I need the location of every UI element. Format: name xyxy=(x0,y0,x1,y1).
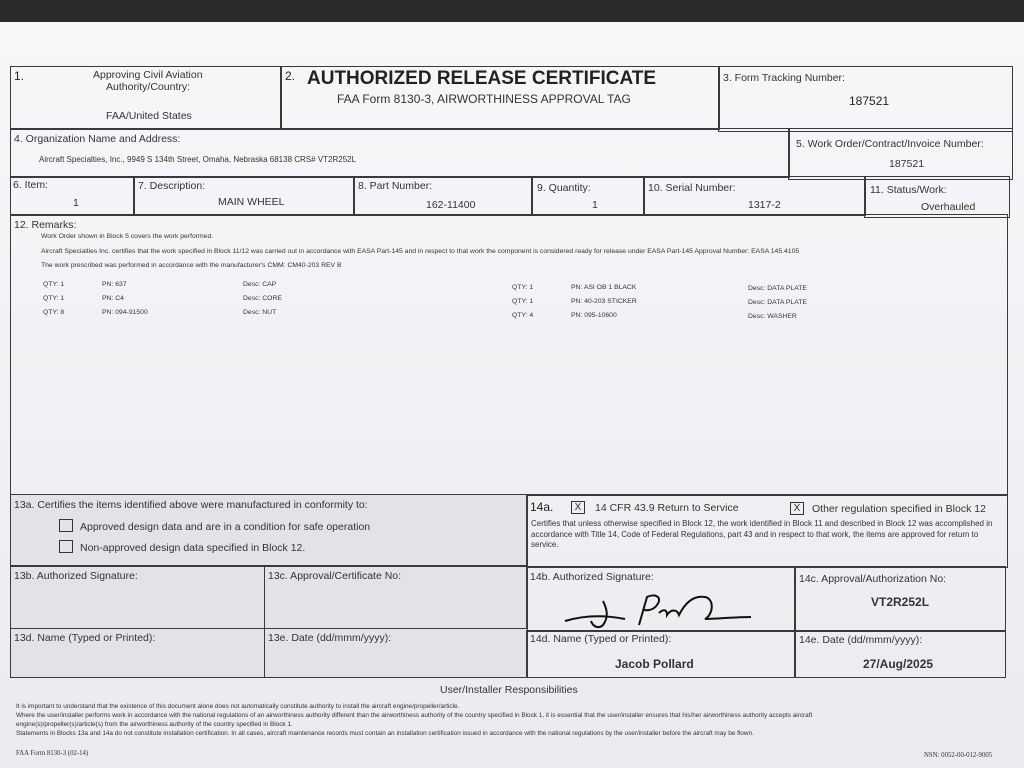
footer-line: It is important to understand that the existence of this document alone does not automatically constitute authority to install the aircraft engine/propeller/article. xyxy=(16,703,460,710)
work-order-number: 187521 xyxy=(889,158,925,170)
block-13a-label: 13a. Certifies the items identified above were manufactured in conformity to: xyxy=(14,499,368,511)
form-tracking-number: 187521 xyxy=(849,94,890,108)
part-pn: PN: 094-91500 xyxy=(102,309,148,316)
block-3-label: 3. Form Tracking Number: xyxy=(723,72,845,84)
block-13a xyxy=(10,494,528,566)
certificate-page xyxy=(0,22,1024,768)
block-10-label: 10. Serial Number: xyxy=(648,182,736,194)
remarks-line: Work Order shown in Block 5 covers the work performed. xyxy=(41,233,214,240)
block-14e-label: 14e. Date (dd/mmm/yyyy): xyxy=(799,634,923,646)
block-11-label: 11. Status/Work: xyxy=(870,184,947,196)
approved-design-label: Approved design data and are in a condition for safe operation xyxy=(80,521,371,533)
serial-number-value: 1317-2 xyxy=(748,199,781,211)
part-desc: Desc: CAP xyxy=(243,281,277,288)
part-pn: PN: 637 xyxy=(102,281,127,288)
block-1-number: 1. xyxy=(14,69,25,83)
block-8 xyxy=(353,176,533,216)
quantity-value: 1 xyxy=(592,199,598,211)
date-value: 27/Aug/2025 xyxy=(863,657,934,671)
approval-number-value: VT2R252L xyxy=(871,595,930,609)
block-14a-number: 14a. xyxy=(530,500,554,514)
non-approved-design-label: Non-approved design data specified in Block 12. xyxy=(80,542,306,554)
block-13b xyxy=(10,566,266,630)
block-13e-label: 13e. Date (dd/mmm/yyyy): xyxy=(268,632,392,644)
block-1-label-line1: Approving Civil Aviation xyxy=(93,69,203,81)
part-qty: QTY: 1 xyxy=(43,295,65,302)
status-work-value: Overhauled xyxy=(921,201,976,213)
block-14c-label: 14c. Approval/Authorization No: xyxy=(799,573,947,585)
block-13d-label: 13d. Name (Typed or Printed): xyxy=(14,632,156,644)
part-desc: Desc: NUT xyxy=(243,309,277,316)
block-2-number: 2. xyxy=(285,69,296,83)
block-5-label: 5. Work Order/Contract/Invoice Number: xyxy=(796,138,984,150)
user-installer-heading: User/Installer Responsibilities xyxy=(440,684,578,696)
approved-design-checkbox[interactable] xyxy=(59,519,73,532)
block-14c xyxy=(794,566,1006,632)
nsn-number: NSN: 0052-00-012-9005 xyxy=(924,752,993,759)
footer-line: Where the user/installer performs work in accordance with the national regulations of an airworthiness authority different than the airworthiness authority of the country specified in Block 1, it is essential that the user/installer ensures that his/her airworthiness authority accepts aircraft xyxy=(16,712,813,719)
block-13d xyxy=(10,628,266,678)
part-qty: QTY: 8 xyxy=(43,309,65,316)
block-12-label: 12. Remarks: xyxy=(14,219,77,231)
item-value: 1 xyxy=(73,197,79,209)
form-title: AUTHORIZED RELEASE CERTIFICATE xyxy=(307,68,657,89)
block-1-label-line2: Authority/Country: xyxy=(106,81,191,93)
block-7-label: 7. Description: xyxy=(138,180,206,192)
part-qty: QTY: 1 xyxy=(512,298,534,305)
block-7 xyxy=(133,176,355,216)
authorized-signature xyxy=(555,585,755,629)
printed-name-value: Jacob Pollard xyxy=(615,657,694,671)
part-qty: QTY: 1 xyxy=(512,284,534,291)
block-10 xyxy=(643,176,866,216)
description-value: MAIN WHEEL xyxy=(218,196,285,208)
block-1 xyxy=(10,66,282,130)
block-14e xyxy=(794,630,1006,678)
part-pn: PN: 095-10600 xyxy=(571,312,617,319)
block-12-remarks xyxy=(10,214,1008,496)
part-desc: Desc: WASHER xyxy=(748,313,797,320)
block-14a xyxy=(526,494,1008,568)
other-regulation-label: Other regulation specified in Block 12 xyxy=(812,503,986,515)
part-qty: QTY: 4 xyxy=(512,312,534,319)
block-6 xyxy=(10,176,135,216)
part-pn: PN: C4 xyxy=(102,295,124,302)
block-14d-label: 14d. Name (Typed or Printed): xyxy=(530,633,672,645)
block-13c xyxy=(264,566,528,630)
block-13b-label: 13b. Authorized Signature: xyxy=(14,570,138,582)
part-pn: PN: ASI OB 1 BLACK xyxy=(571,284,637,291)
remarks-line: The work prescribed was performed in accordance with the manufacturer's CMM: CM40-203 REV B xyxy=(41,262,342,269)
form-subtitle: FAA Form 8130-3, AIRWORTHINESS APPROVAL TAG xyxy=(337,92,631,106)
remarks-line: Aircraft Specialties Inc. certifies that the work specified in Block 11/12 was carried out in accordance with EASA Part-145 and in respect to that work the component is considered ready for release under EASA Part-145 Approval Number: EASA 145.4105 xyxy=(41,248,800,255)
form-id: FAA Form 8130-3 (02-14) xyxy=(16,750,89,757)
block-13c-label: 13c. Approval/Certificate No: xyxy=(268,570,402,582)
return-to-service-label: 14 CFR 43.9 Return to Service xyxy=(595,502,739,514)
block-14b-label: 14b. Authorized Signature: xyxy=(530,571,654,583)
block-4-label: 4. Organization Name and Address: xyxy=(14,133,181,145)
block-14b xyxy=(526,566,796,632)
block-14a-statement: Certifies that unless otherwise specified in Block 12, the work identified in Block 11 and described in Block 12 was accomplished in accordance with Title 14, Code of Federal Regulations, part 43 and in respect to that work, the items are approved for return to service. xyxy=(531,519,993,549)
non-approved-design-checkbox[interactable] xyxy=(59,540,73,553)
block-5 xyxy=(788,128,1013,180)
part-desc: Desc: DATA PLATE xyxy=(748,285,807,292)
block-9 xyxy=(531,176,645,216)
block-8-label: 8. Part Number: xyxy=(358,180,433,192)
footer-line: Statements in Blocks 13a and 14a do not constitute installation certification. In all cases, aircraft maintenance records must contain an installation certification issued in accordance with the national regulations by the user/installer before the aircraft may be flown. xyxy=(16,730,754,737)
organization-address: Aircraft Specialties, Inc., 9949 S 134th Street, Omaha, Nebraska 68138 CRS# VT2R252L xyxy=(39,155,357,164)
part-qty: QTY: 1 xyxy=(43,281,65,288)
block-6-label: 6. Item: xyxy=(13,179,49,191)
block-4 xyxy=(10,128,790,178)
part-number-value: 162-11400 xyxy=(426,199,476,211)
other-regulation-checkbox[interactable]: X xyxy=(790,502,804,515)
part-pn: PN: 40-203 STICKER xyxy=(571,298,637,305)
block-3 xyxy=(718,66,1013,132)
footer-line: engine(s)/propeller(s)/article(s) from the airworthiness authority of the country specified in Block 1. xyxy=(16,721,293,728)
block-11 xyxy=(864,176,1010,218)
part-desc: Desc: CORE xyxy=(243,295,282,302)
block-14d xyxy=(526,630,796,678)
block-2 xyxy=(280,66,720,130)
part-desc: Desc: DATA PLATE xyxy=(748,299,807,306)
block-9-label: 9. Quantity: xyxy=(537,182,591,194)
block-13e xyxy=(264,628,528,678)
block-1-value: FAA/United States xyxy=(106,110,192,122)
return-to-service-checkbox[interactable]: X xyxy=(571,501,585,514)
